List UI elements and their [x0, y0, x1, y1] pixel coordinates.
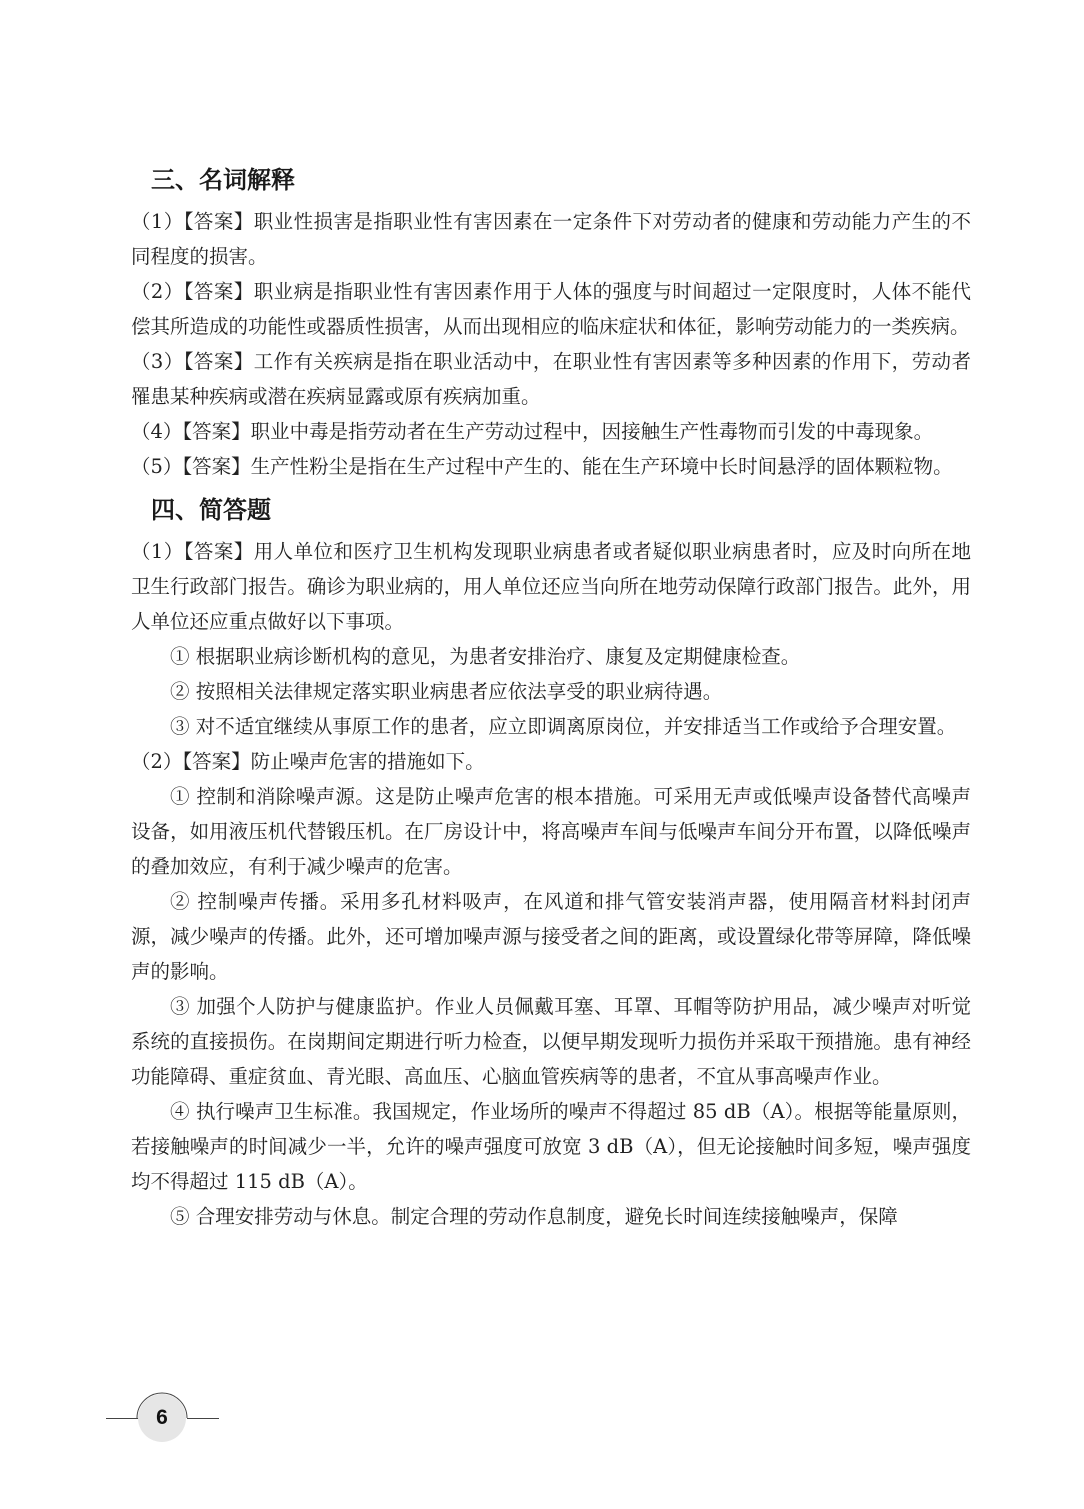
answer-point: ② 控制噪声传播。采用多孔材料吸声，在风道和排气管安装消声器，使用隔音材料封闭声源，减少噪声的传播。此外，还可增加噪声源与接受者之间的距离，或设置绿化带等屏障，降低噪声的影响。	[131, 890, 971, 983]
answer-paragraph: （4）【答案】职业中毒是指劳动者在生产劳动过程中，因接触生产性毒物而引发的中毒现象。	[131, 420, 934, 443]
answer-point: ① 控制和消除噪声源。这是防止噪声危害的根本措施。可采用无声或低噪声设备替代高噪声设备，如用液压机代替锻压机。在厂房设计中，将高噪声车间与低噪声车间分开布置，以降低噪声的叠加效应，有利于减少噪声的危害。	[131, 785, 971, 878]
page-number: 6	[138, 1394, 186, 1442]
section-heading-terms: 三、名词解释	[151, 166, 295, 194]
answer-point: ③ 对不适宜继续从事原工作的患者，应立即调离原岗位，并安排适当工作或给予合理安置。	[170, 715, 957, 738]
section-heading-short-answer: 四、简答题	[151, 496, 271, 524]
answer-paragraph: （2）【答案】防止噪声危害的措施如下。	[131, 750, 485, 773]
answer-point: ③ 加强个人防护与健康监护。作业人员佩戴耳塞、耳罩、耳帽等防护用品，减少噪声对听觉系统的直接损伤。在岗期间定期进行听力检查，以便早期发现听力损伤并采取干预措施。患有神经功能障碍、重症贫血、青光眼、高血压、心脑血管疾病等的患者，不宜从事高噪声作业。	[131, 995, 971, 1088]
answer-paragraph: （3）【答案】工作有关疾病是指在职业活动中，在职业性有害因素等多种因素的作用下，劳动者罹患某种疾病或潜在疾病显露或原有疾病加重。	[131, 350, 971, 408]
answer-point: ② 按照相关法律规定落实职业病患者应依法享受的职业病待遇。	[170, 680, 723, 703]
answer-point: ⑤ 合理安排劳动与休息。制定合理的劳动作息制度，避免长时间连续接触噪声，保障	[170, 1205, 898, 1228]
answer-point: ④ 执行噪声卫生标准。我国规定，作业场所的噪声不得超过 85 dB（A）。根据等能量原则，若接触噪声的时间减少一半，允许的噪声强度可放宽 3 dB（A），但无论接触时间多短，噪声强度均不得超过 115 dB（A）。	[131, 1100, 971, 1193]
answer-paragraph: （1）【答案】用人单位和医疗卫生机构发现职业病患者或者疑似职业病患者时，应及时向所在地卫生行政部门报告。确诊为职业病的，用人单位还应当向所在地劳动保障行政部门报告。此外，用人单位还应重点做好以下事项。	[131, 540, 971, 633]
answer-point: ① 根据职业病诊断机构的意见，为患者安排治疗、康复及定期健康检查。	[170, 645, 801, 668]
footer-rule-right	[187, 1418, 219, 1419]
page-body	[131, 160, 971, 1234]
answer-paragraph: （1）【答案】职业性损害是指职业性有害因素在一定条件下对劳动者的健康和劳动能力产生的不同程度的损害。	[131, 210, 971, 268]
answer-paragraph: （2）【答案】职业病是指职业性有害因素作用于人体的强度与时间超过一定限度时，人体不能代偿其所造成的功能性或器质性损害，从而出现相应的临床症状和体征，影响劳动能力的一类疾病。	[131, 280, 971, 338]
answer-paragraph: （5）【答案】生产性粉尘是指在生产过程中产生的、能在生产环境中长时间悬浮的固体颗粒物。	[131, 455, 953, 478]
